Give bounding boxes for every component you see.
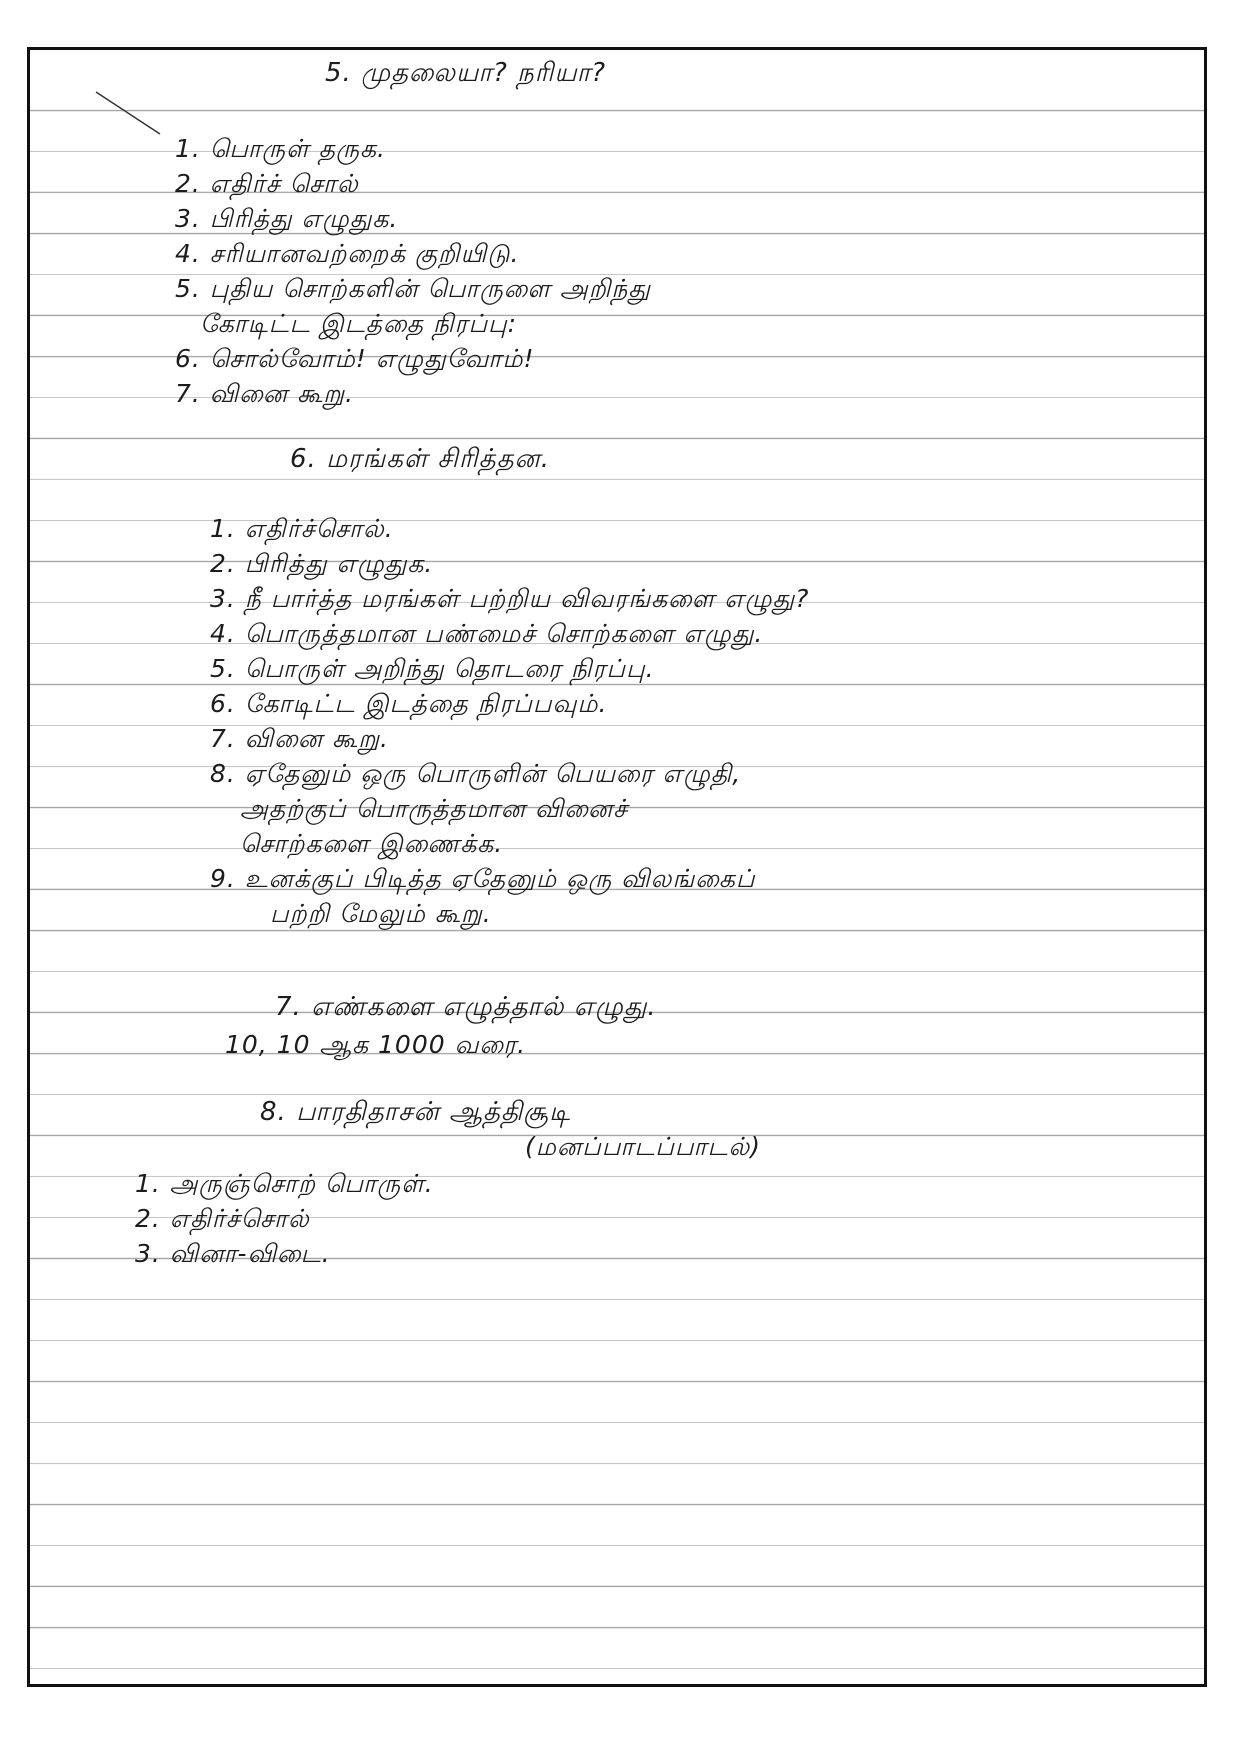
section-8-item: 3. வினா-விடை. [135,1239,331,1268]
section-6-item: 5. பொருள் அறிந்து தொடரை நிரப்பு. [210,654,655,683]
section-5-item: 7. வினை கூறு. [175,379,355,408]
section-6-item: சொற்களை இணைக்க. [240,829,504,858]
notebook-page [27,47,1207,1687]
section-5-item: 4. சரியானவற்றைக் குறியிடு. [175,239,520,268]
section-5-item: 3. பிரித்து எழுதுக. [175,204,399,233]
section-8-item: 2. எதிர்ச்சொல் [135,1204,310,1233]
section-8-heading: 8. பாரதிதாசன் ஆத்திசூடி [260,1097,571,1127]
section-6-item: 2. பிரித்து எழுதுக. [210,549,434,578]
section-6-item: 6. கோடிட்ட இடத்தை நிரப்பவும். [210,689,608,718]
section-6-heading: 6. மரங்கள் சிரித்தன. [290,444,550,474]
section-8-subheading: (மனப்பாடப்பாடல்) [525,1132,761,1161]
pen-stroke-mark [94,88,164,138]
section-7-item: 10, 10 ஆக 1000 வரை. [225,1030,527,1059]
section-6-item: 1. எதிர்ச்சொல். [210,514,394,543]
section-6-item: 3. நீ பார்த்த மரங்கள் பற்றிய விவரங்களை எழுது? [210,584,810,613]
section-7-heading: 7. எண்களை எழுத்தால் எழுது. [275,992,657,1022]
section-6-item: 8. ஏதேனும் ஒரு பொருளின் பெயரை எழுதி, [210,759,742,788]
section-6-item: 4. பொருத்தமான பண்மைச் சொற்களை எழுது. [210,619,764,648]
section-6-item: 7. வினை கூறு. [210,724,390,753]
section-5-item: கோடிட்ட இடத்தை நிரப்பு: [200,309,518,338]
section-5-item: 1. பொருள் தருக. [175,134,386,163]
section-5-item: 6. சொல்வோம்! எழுதுவோம்! [175,344,535,373]
section-5-item: 5. புதிய சொற்களின் பொருளை அறிந்து [175,274,651,303]
section-5-heading: 5. முதலையா? நரியா? [325,58,607,88]
section-6-item: பற்றி மேலும் கூறு. [270,899,492,928]
section-5-item: 2. எதிர்ச் சொல் [175,169,359,198]
section-6-item: 9. உனக்குப் பிடித்த ஏதேனும் ஒரு விலங்கைப் [210,864,756,893]
section-8-item: 1. அருஞ்சொற் பொருள். [135,1169,434,1198]
section-6-item: அதற்குப் பொருத்தமான வினைச் [240,794,629,823]
